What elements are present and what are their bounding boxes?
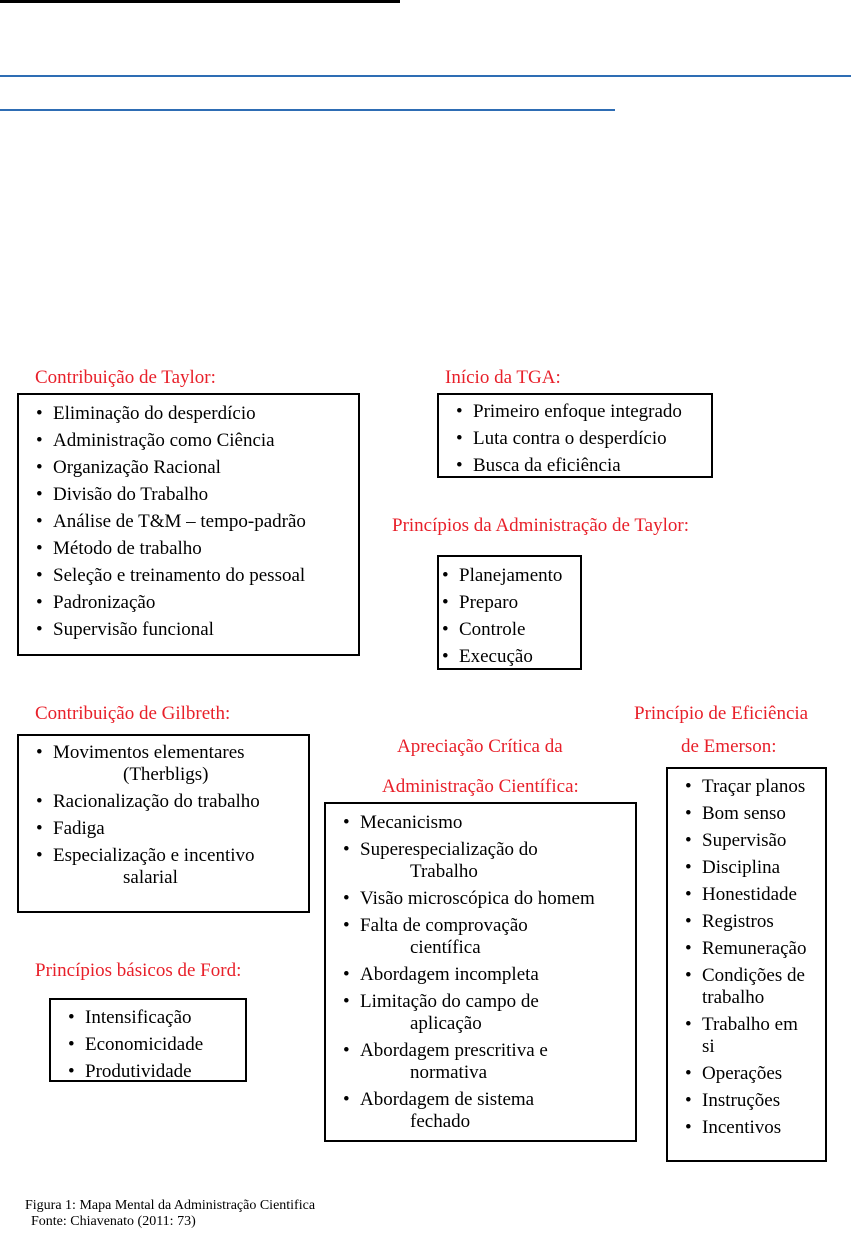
list-item-text: Traçar planos (702, 776, 806, 797)
list-item: • Planejamento (439, 562, 580, 589)
list-item-text: Incentivos (702, 1117, 782, 1138)
list-item (682, 830, 821, 852)
ford-list (65, 1004, 245, 1085)
list-item-text: Disciplina (702, 857, 781, 878)
list-item (682, 1063, 821, 1085)
list-item-continuation: trabalho (702, 987, 765, 1008)
critica-box (324, 802, 637, 1142)
list-item (33, 742, 300, 786)
list-item: • Organização Racional (33, 454, 358, 481)
list-item: • Luta contra o desperdício (453, 425, 711, 452)
list-item (340, 812, 629, 834)
list-item-text: Limitação do campo de (360, 991, 539, 1012)
list-item-text: Honestidade (702, 884, 797, 905)
taylor-list (33, 400, 358, 643)
list-item-text: Registros (702, 911, 774, 932)
list-item-text: Operações (702, 1063, 783, 1084)
list-item: • Administração como Ciência (33, 427, 358, 454)
tga-list (453, 398, 711, 479)
list-item-text: Condições de (702, 965, 805, 986)
list-item (340, 1089, 629, 1133)
figure-source: Fonte: Chiavenato (2011: 73) (31, 1214, 196, 1229)
list-item-continuation: Trabalho (410, 861, 478, 882)
list-item-text: Mecanicismo (360, 812, 463, 833)
emerson-list (682, 776, 821, 1139)
list-item-text: Abordagem prescritiva e (360, 1040, 548, 1061)
gilbreth-title: Contribuição de Gilbreth: (35, 703, 231, 724)
list-item-text: Abordagem incompleta (360, 964, 539, 985)
list-item-text: Supervisão (702, 830, 787, 851)
taylor-box (17, 393, 360, 656)
list-item-text: Falta de comprovação (360, 915, 528, 936)
list-item: • Economicidade (65, 1031, 245, 1058)
list-item: • Busca da eficiência (453, 452, 711, 479)
blue-rule-2 (0, 109, 615, 111)
list-item (682, 911, 821, 933)
list-item: • Controle (439, 616, 580, 643)
list-item-text: Remuneração (702, 938, 807, 959)
list-item (340, 888, 629, 910)
principios-taylor-list (439, 562, 580, 670)
list-item-continuation: si (702, 1036, 715, 1057)
list-item-text: Racionalização do trabalho (53, 791, 260, 812)
list-item-continuation: (Therbligs) (123, 764, 209, 785)
list-item: • Produtividade (65, 1058, 245, 1085)
list-item-text: Trabalho em (702, 1014, 798, 1035)
list-item-continuation: aplicação (410, 1013, 482, 1034)
gilbreth-box (17, 734, 310, 913)
list-item (33, 845, 300, 889)
list-item-continuation: normativa (410, 1062, 488, 1083)
list-item (682, 884, 821, 906)
list-item-text: Visão microscópica do homem (360, 888, 595, 909)
list-item-continuation: científica (410, 937, 481, 958)
gilbreth-list (33, 742, 300, 889)
list-item (682, 938, 821, 960)
list-item-text: Bom senso (702, 803, 786, 824)
tga-box (437, 393, 713, 478)
emerson-box (666, 767, 827, 1162)
critica-title-line1: Apreciação Crítica da (397, 736, 563, 757)
list-item: • Intensificação (65, 1004, 245, 1031)
list-item-text: Instruções (702, 1090, 781, 1111)
critica-title-line2: Administração Científica: (382, 776, 579, 797)
list-item (33, 791, 300, 813)
list-item: • Preparo (439, 589, 580, 616)
list-item-text: Especialização e incentivo (53, 845, 255, 866)
tga-title: Início da TGA: (445, 367, 561, 388)
list-item-text: Superespecialização do (360, 839, 538, 860)
list-item-text: Abordagem de sistema (360, 1089, 535, 1110)
ford-box (49, 998, 247, 1082)
list-item (340, 839, 629, 883)
list-item (682, 803, 821, 825)
list-item-continuation: fechado (410, 1111, 471, 1132)
list-item (682, 1117, 821, 1139)
principios-taylor-box (437, 555, 582, 670)
list-item (682, 776, 821, 798)
list-item: • Seleção e treinamento do pessoal (33, 562, 358, 589)
taylor-title: Contribuição de Taylor: (35, 367, 216, 388)
ford-title: Princípios básicos de Ford: (35, 960, 242, 981)
principios-taylor-title: Princípios da Administração de Taylor: (392, 515, 689, 536)
list-item (682, 965, 821, 1009)
list-item: • Análise de T&M – tempo-padrão (33, 508, 358, 535)
list-item-text: Movimentos elementares (53, 742, 245, 763)
list-item (340, 915, 629, 959)
list-item (340, 1040, 629, 1084)
list-item (682, 857, 821, 879)
list-item: • Primeiro enfoque integrado (453, 398, 711, 425)
list-item: • Divisão do Trabalho (33, 481, 358, 508)
list-item (682, 1090, 821, 1112)
list-item: • Padronização (33, 589, 358, 616)
list-item (340, 991, 629, 1035)
emerson-title-line2: de Emerson: (681, 736, 777, 757)
emerson-title-line1: Princípio de Eficiência (634, 703, 809, 724)
blue-rule-1 (0, 75, 851, 77)
list-item-text: Fadiga (53, 818, 105, 839)
list-item (340, 964, 629, 986)
top-black-rule (0, 0, 400, 3)
list-item: • Supervisão funcional (33, 616, 358, 643)
list-item: • Eliminação do desperdício (33, 400, 358, 427)
list-item: • Método de trabalho (33, 535, 358, 562)
critica-list (340, 812, 629, 1133)
list-item: • Execução (439, 643, 580, 670)
list-item (682, 1014, 821, 1058)
list-item-continuation: salarial (123, 867, 178, 888)
figure-caption: Figura 1: Mapa Mental da Administração Cientifica (25, 1198, 316, 1213)
list-item (33, 818, 300, 840)
